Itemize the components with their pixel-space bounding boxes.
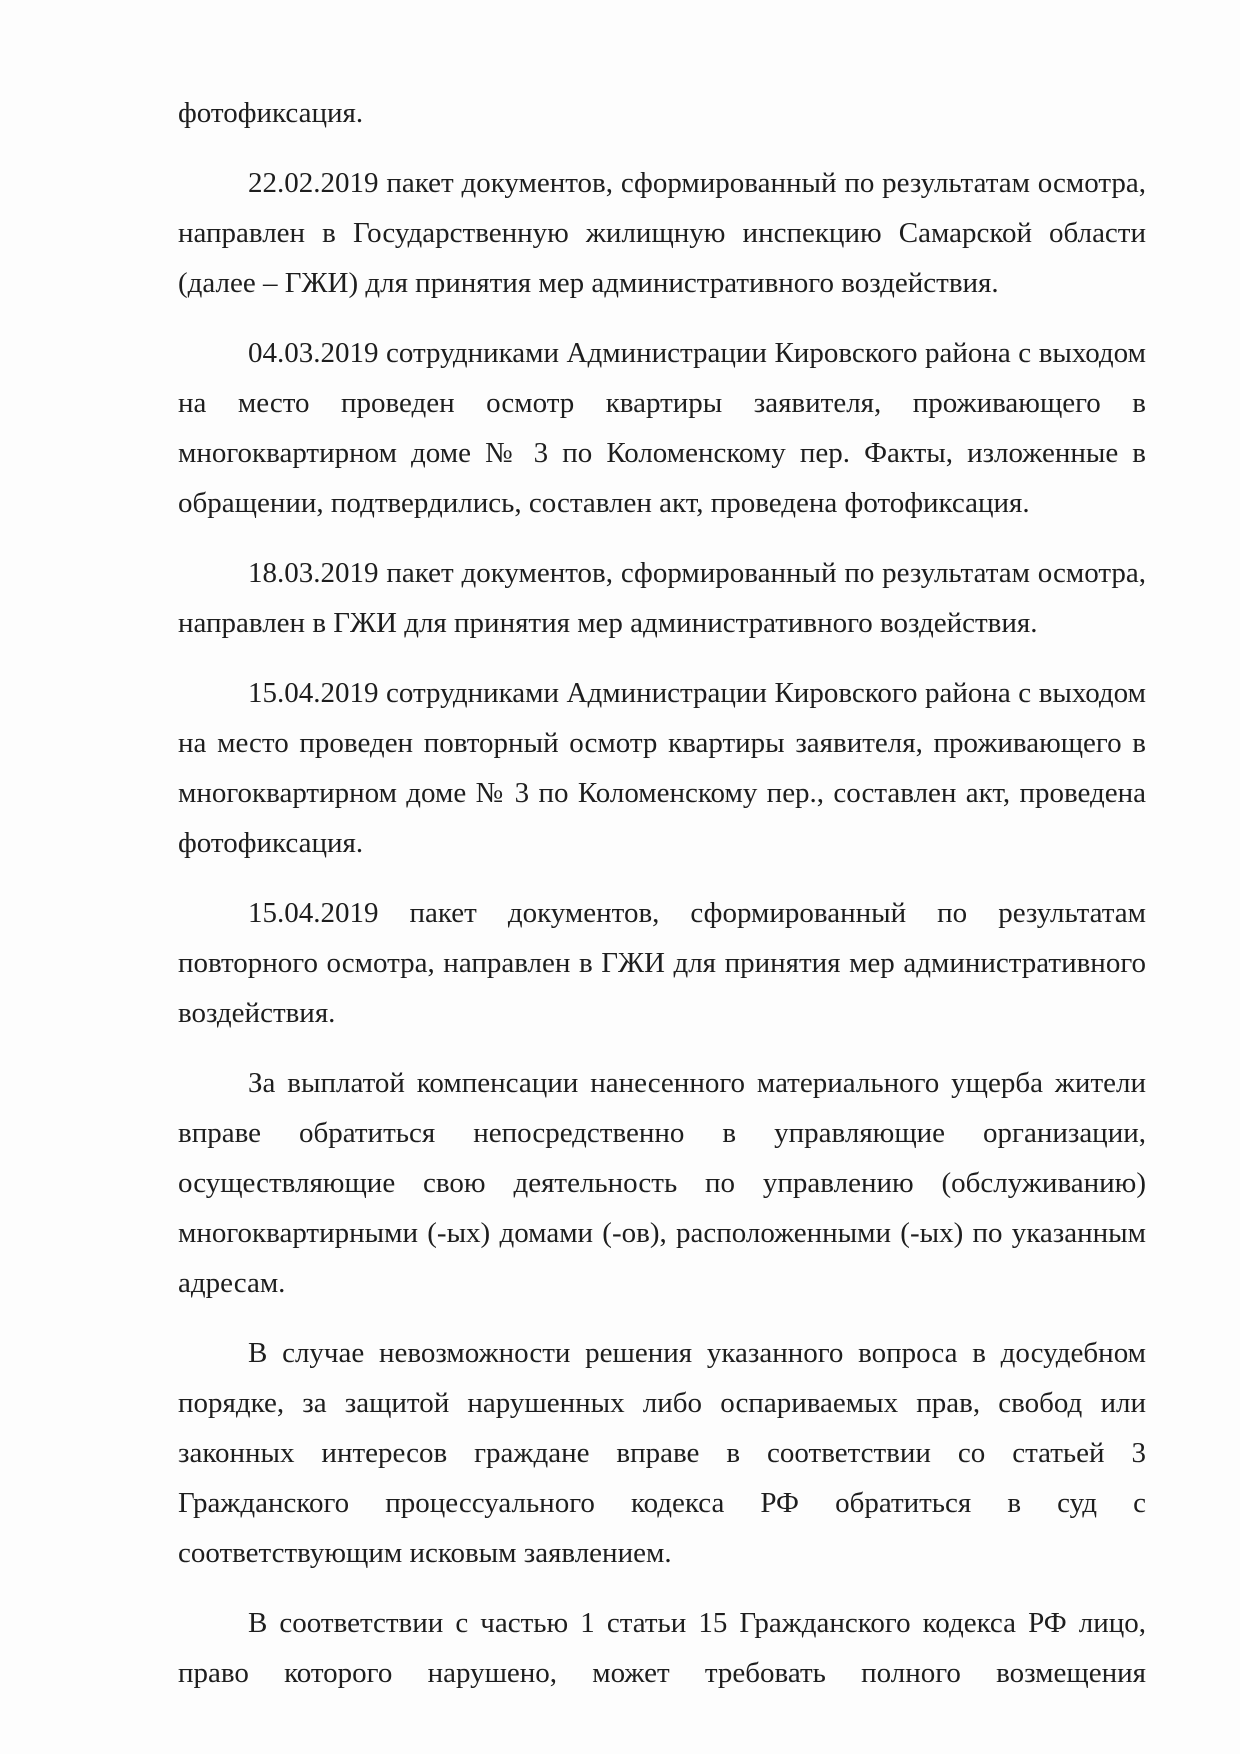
paragraph-gzhi-referral-1: 22.02.2019 пакет документов, сформированный по результатам осмотра, направлен в Государственную жилищную инспекцию Самарской области (далее – ГЖИ) для принятия мер административного воздействия. [178, 167, 1146, 299]
paragraph-gzhi-referral-2: 18.03.2019 пакет документов, сформированный по результатам осмотра, направлен в ГЖИ для принятия мер административного воздействия. [178, 557, 1146, 639]
paragraph-compensation: За выплатой компенсации нанесенного материального ущерба жители вправе обратиться непосредственно в управляющие организации, осуществляющие свою деятельность по управлению (обслуживанию) многоквартирными (-ых) домами (-ов), расположенными (-ых) по указанным адресам. [178, 1067, 1146, 1299]
paragraph-continuation: фотофиксация. [178, 97, 364, 129]
paragraph-civil-code: В соответствии с частью 1 статьи 15 Гражданского кодекса РФ лицо, право которого нарушено, может требовать полного возмещения [178, 1607, 1146, 1689]
document-body [178, 88, 1146, 1718]
paragraph-court-remedy: В случае невозможности решения указанного вопроса в досудебном порядке, за защитой нарушенных либо оспариваемых прав, свобод или законных интересов граждане вправе в соответствии со статьей 3 Гражданского процессуального кодекса РФ обратиться в суд с соответствующим исковым заявлением. [178, 1337, 1146, 1569]
paragraph-inspection-1: 04.03.2019 сотрудниками Администрации Кировского района с выходом на место проведен осмотр квартиры заявителя, проживающего в многоквартирном доме № 3 по Коломенскому пер. Факты, изложенные в обращении, подтвердились, составлен акт, проведена фотофиксация. [178, 337, 1146, 519]
paragraph-inspection-2: 15.04.2019 сотрудниками Администрации Кировского района с выходом на место проведен повторный осмотр квартиры заявителя, проживающего в многоквартирном доме № 3 по Коломенскому пер., составлен акт, проведена фотофиксация. [178, 677, 1146, 859]
paragraph-gzhi-referral-3: 15.04.2019 пакет документов, сформированный по результатам повторного осмотра, направлен в ГЖИ для принятия мер административного воздействия. [178, 897, 1146, 1029]
